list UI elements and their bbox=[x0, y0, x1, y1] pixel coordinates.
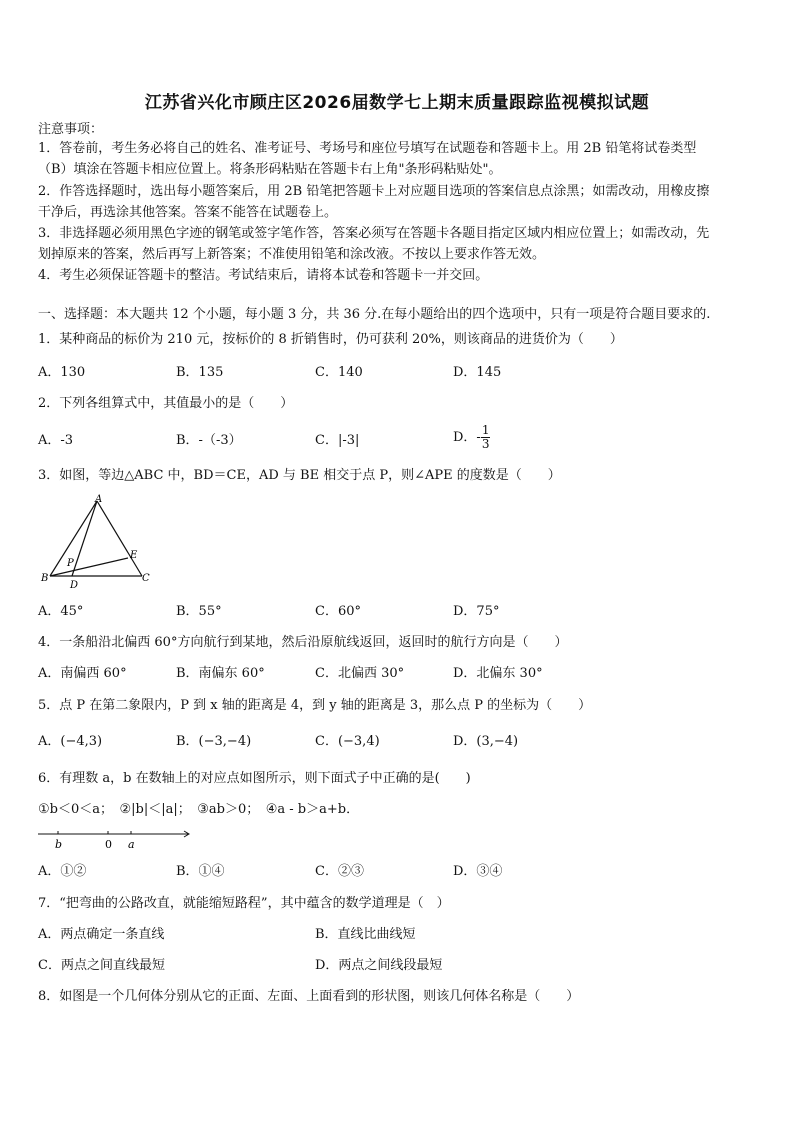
vertex-label-c: C bbox=[142, 573, 150, 584]
notice-3-line-2: 划掉原来的答案，然后再写上新答案；不准使用铅笔和涂改液。不按以上要求作答无效。 bbox=[38, 247, 546, 262]
q1-option-a: A．130 bbox=[38, 365, 86, 380]
q6-option-d: D．③④ bbox=[453, 864, 503, 879]
q4-option-a: A．南偏西 60° bbox=[38, 666, 127, 681]
page-title: 江苏省兴化市顾庄区2026届数学七上期末质量跟踪监视模拟试题 bbox=[144, 93, 650, 113]
question-3-stem: 3．如图，等边△ABC 中，BD＝CE，AD 与 BE 相交于点 P，则∠APE 的度数是（ ） bbox=[38, 468, 561, 483]
q3-option-b: B．55° bbox=[176, 604, 222, 619]
q2-option-c: C．|-3| bbox=[315, 433, 360, 448]
question-4-stem: 4．一条船沿北偏西 60°方向航行到某地，然后沿原航线返回，返回时的航行方向是（ ） bbox=[38, 635, 568, 650]
q3-option-d: D．75° bbox=[453, 604, 500, 619]
q2-option-b: B．-（-3） bbox=[176, 433, 242, 448]
q7-option-c: C．两点之间直线最短 bbox=[38, 958, 165, 973]
q2-option-d-prefix: D．- bbox=[453, 430, 481, 445]
axis-label-zero: 0 bbox=[105, 838, 112, 851]
notice-1-line-1: 1．答卷前，考生务必将自己的姓名、准考证号、考场号和座位号填写在试题卷和答题卡上。用 2B 铅笔将试卷类型 bbox=[38, 141, 697, 156]
q1-option-c: C．140 bbox=[315, 365, 363, 380]
q2-option-a: A．-3 bbox=[38, 433, 74, 448]
triangle-figure bbox=[38, 494, 158, 590]
fraction-numerator: 1 bbox=[481, 423, 490, 437]
question-8-stem: 8．如图是一个几何体分别从它的正面、左面、上面看到的形状图，则该几何体名称是（ ） bbox=[38, 989, 580, 1004]
q1-option-b: B．135 bbox=[176, 365, 224, 380]
q4-option-b: B．南偏东 60° bbox=[176, 666, 265, 681]
q5-option-b: B．(−3,−4) bbox=[176, 734, 252, 749]
q6-option-a: A．①② bbox=[38, 864, 87, 879]
q3-option-a: A．45° bbox=[38, 604, 84, 619]
q5-option-a: A．(−4,3) bbox=[38, 734, 103, 749]
point-label-d: D bbox=[70, 580, 79, 590]
q1-option-d: D．145 bbox=[453, 365, 502, 380]
point-label-p: P bbox=[67, 558, 74, 569]
vertex-label-b: B bbox=[41, 573, 49, 584]
q6-statements: ①b＜0＜a； ②|b|＜|a|； ③ab＞0； ④a - b＞a+b． bbox=[38, 802, 360, 817]
question-5-stem: 5．点 P 在第二象限内，P 到 x 轴的距离是 4，到 y 轴的距离是 3，那么点 P 的坐标为（ ） bbox=[38, 698, 592, 713]
notice-3-line-1: 3．非选择题必须用黑色字迹的钢笔或签字笔作答，答案必须写在答题卡各题目指定区域内相应位置上；如需改动，先 bbox=[38, 226, 710, 241]
q4-option-c: C．北偏西 30° bbox=[315, 666, 405, 681]
q7-option-a: A．两点确定一条直线 bbox=[38, 927, 165, 942]
q6-option-b: B．①④ bbox=[176, 864, 225, 879]
q6-option-c: C．②③ bbox=[315, 864, 364, 879]
question-2-stem: 2．下列各组算式中，其值最小的是（ ） bbox=[38, 396, 294, 411]
notice-1-line-2: （B）填涂在答题卡相应位置上。将条形码粘贴在答题卡右上角"条形码粘贴处"。 bbox=[38, 162, 502, 177]
q5-option-d: D．(3,−4) bbox=[453, 734, 519, 749]
question-7-stem: 7．“把弯曲的公路改直，就能缩短路程”，其中蕴含的数学道理是（ ） bbox=[38, 896, 450, 911]
number-line-figure bbox=[38, 826, 198, 852]
q3-option-c: C．60° bbox=[315, 604, 361, 619]
q7-option-b: B．直线比曲线短 bbox=[315, 927, 416, 942]
point-label-e: E bbox=[130, 550, 138, 561]
vertex-label-a: A bbox=[95, 494, 103, 505]
notice-heading: 注意事项： bbox=[38, 122, 104, 137]
q2-option-d bbox=[453, 424, 490, 451]
fraction-denominator: 3 bbox=[481, 437, 490, 451]
question-6-stem: 6．有理数 a，b 在数轴上的对应点如图所示，则下面式子中正确的是( ) bbox=[38, 771, 471, 786]
notice-4: 4．考生必须保证答题卡的整洁。考试结束后，请将本试卷和答题卡一并交回。 bbox=[38, 268, 489, 283]
question-1-stem: 1．某种商品的标价为 210 元，按标价的 8 折销售时，仍可获利 20%，则该商品的进货价为（ ） bbox=[38, 332, 623, 347]
q4-option-d: D．北偏东 30° bbox=[453, 666, 543, 681]
axis-label-b: b bbox=[55, 838, 63, 851]
section-1-heading: 一、选择题：本大题共 12 个小题，每小题 3 分，共 36 分.在每小题给出的四个选项中，只有一项是符合题目要求的. bbox=[38, 307, 711, 322]
notice-2-line-2: 干净后，再选涂其他答案。答案不能答在试题卷上。 bbox=[38, 205, 338, 220]
notice-2-line-1: 2．作答选择题时，选出每小题答案后，用 2B 铅笔把答题卡上对应题目选项的答案信息点涂黑；如需改动，用橡皮擦 bbox=[38, 184, 710, 199]
axis-label-a: a bbox=[128, 838, 135, 851]
fraction bbox=[481, 424, 491, 451]
q7-option-d: D．两点之间线段最短 bbox=[315, 958, 443, 973]
q5-option-c: C．(−3,4) bbox=[315, 734, 380, 749]
